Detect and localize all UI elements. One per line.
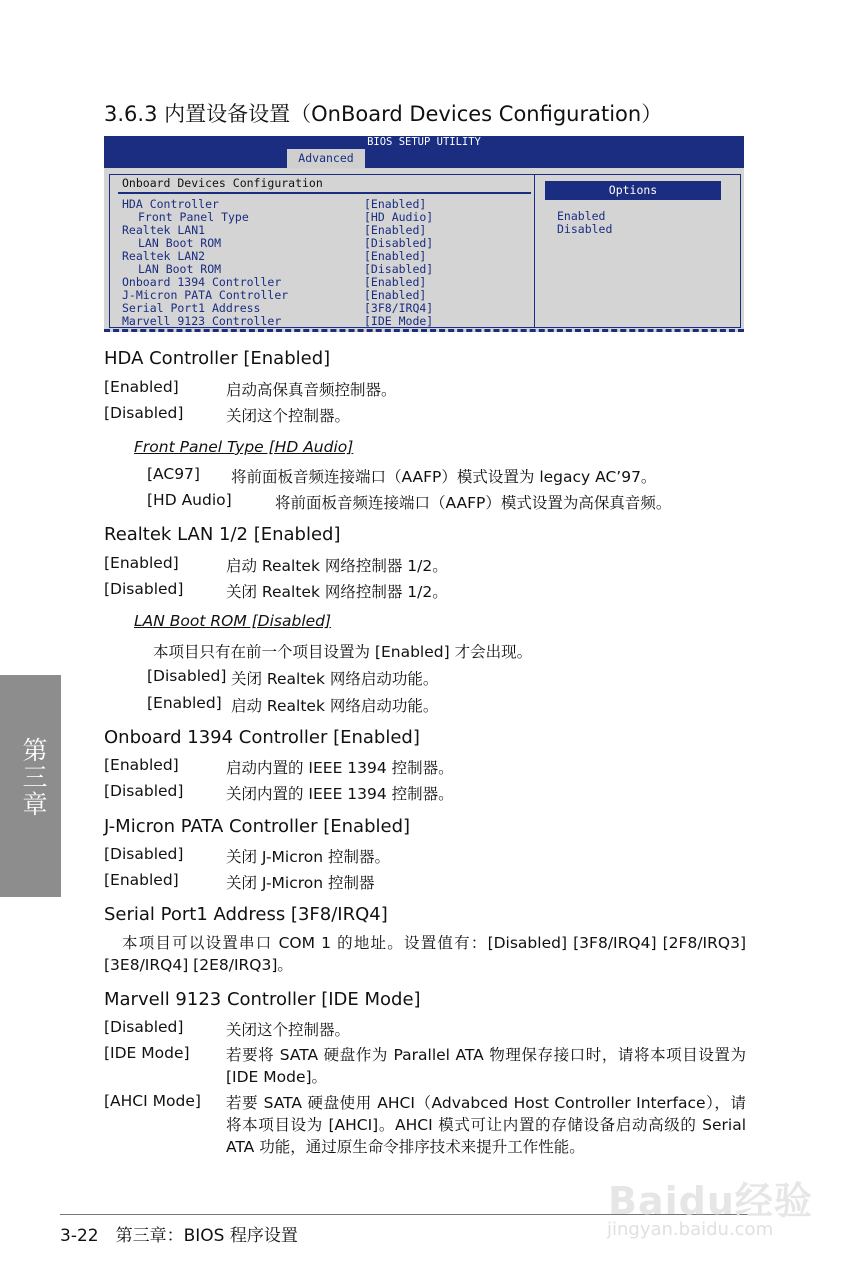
row-key: [Disabled] (104, 845, 184, 863)
bios-item[interactable] (110, 197, 534, 210)
jmicron-row (104, 845, 744, 865)
row-desc: 启动 Realtek 网络启动功能。 (231, 697, 439, 715)
bios-item-value: [Enabled] (364, 275, 427, 289)
bios-tab-advanced: Advanced (287, 149, 365, 168)
row-desc: 关闭 Realtek 网络控制器 1/2。 (226, 583, 448, 601)
bios-item[interactable] (110, 288, 534, 301)
bios-item-name: Realtek LAN2 (122, 249, 206, 263)
lan-title: Realtek LAN 1/2 [Enabled] (104, 524, 341, 545)
lan-row (104, 580, 744, 600)
row-key: [Disabled] (104, 580, 184, 598)
row-key: [Disabled] (104, 782, 184, 800)
bios-item-value: [Enabled] (364, 249, 427, 263)
bios-item-name: Realtek LAN1 (122, 223, 206, 237)
bios-heading: Onboard Devices Configuration (122, 176, 323, 190)
row-key: [AC97] (147, 465, 200, 483)
bios-item-name: Onboard 1394 Controller (122, 275, 282, 289)
bios-bottom-dashes (104, 329, 744, 332)
lan-boot-rom-title: LAN Boot ROM [Disabled] (134, 612, 332, 630)
row-desc: 若要 SATA 硬盘使用 AHCI（Advabced Host Controller Interface），请将本项目设为 [AHCI]。AHCI 模式可让内置的存储设备启动高级的 Serial ATA 功能，通过原生命令排序技术来提升工作性能。 (226, 1094, 746, 1156)
front-panel-title: Front Panel Type [HD Audio] (134, 438, 354, 456)
bios-item-value: [IDE Mode] (364, 314, 434, 328)
row-key: [Enabled] (147, 694, 222, 712)
row-desc: 关闭内置的 IEEE 1394 控制器。 (226, 785, 454, 803)
row-key: [Disabled] (104, 404, 184, 422)
serial-description: 本项目可以设置串口 COM 1 的地址。设置值有：[Disabled] [3F8/IRQ4] [2F8/IRQ3] [3E8/IRQ4] [2E8/IRQ3]。 (104, 934, 746, 974)
row-desc: 关闭 J-Micron 控制器 (226, 874, 375, 892)
bios-item[interactable] (110, 262, 534, 275)
chapter-side-tab (0, 675, 61, 897)
hda-title: HDA Controller [Enabled] (104, 348, 331, 369)
ieee1394-row (104, 782, 744, 802)
lan-row (104, 554, 744, 574)
bios-item-name: Marvell 9123 Controller (122, 314, 282, 328)
bios-item[interactable] (110, 210, 534, 223)
row-desc: 关闭这个控制器。 (226, 407, 351, 425)
bios-item-value: [Enabled] (364, 288, 427, 302)
lan-boot-rom-row (147, 694, 747, 714)
bios-divider (118, 192, 531, 194)
ieee1394-title: Onboard 1394 Controller [Enabled] (104, 727, 420, 748)
lan-boot-rom-note: 本项目只有在前一个项目设置为 [Enabled] 才会出现。 (153, 643, 533, 661)
bios-options-panel (534, 174, 741, 328)
row-desc: 启动内置的 IEEE 1394 控制器。 (226, 759, 454, 777)
row-key: [AHCI Mode] (104, 1092, 201, 1110)
bios-item-name: LAN Boot ROM (138, 262, 222, 276)
row-key: [Enabled] (104, 554, 179, 572)
bios-settings-panel (109, 174, 535, 328)
hda-row (104, 404, 744, 424)
bios-item-value: [Enabled] (364, 197, 427, 211)
bios-item[interactable] (110, 275, 534, 288)
bios-screenshot (104, 136, 744, 332)
bios-item-name: Serial Port1 Address (122, 301, 261, 315)
ieee1394-row (104, 756, 744, 776)
row-key: [HD Audio] (147, 491, 232, 509)
bios-item-name: Front Panel Type (138, 210, 249, 224)
row-key: [Enabled] (104, 378, 179, 396)
chapter-side-tab-label: 第三章 (19, 737, 48, 818)
bios-option: Disabled (557, 222, 613, 236)
marvell-row (104, 1092, 746, 1182)
baidu-watermark-url: jingyan.baidu.com (607, 1219, 774, 1240)
marvell-row (104, 1018, 744, 1038)
row-desc: 关闭 Realtek 网络启动功能。 (231, 670, 439, 688)
bios-item[interactable] (110, 223, 534, 236)
bios-item[interactable] (110, 236, 534, 249)
bios-option: Enabled (557, 209, 606, 223)
bios-item-value: [Disabled] (364, 236, 434, 250)
row-desc: 关闭 J-Micron 控制器。 (226, 848, 391, 866)
front-panel-row (147, 465, 747, 485)
bios-item[interactable] (110, 301, 534, 314)
bios-item-name: J-Micron PATA Controller (122, 288, 289, 302)
row-key: [Enabled] (104, 871, 179, 889)
front-panel-row (147, 491, 747, 511)
bios-item-name: LAN Boot ROM (138, 236, 222, 250)
row-desc: 启动高保真音频控制器。 (226, 381, 397, 399)
row-key: [Enabled] (104, 756, 179, 774)
bios-item-value: [Enabled] (364, 223, 427, 237)
marvell-title: Marvell 9123 Controller [IDE Mode] (104, 989, 421, 1010)
bios-item-value: [Disabled] (364, 262, 434, 276)
bios-title: BIOS SETUP UTILITY (367, 136, 481, 148)
bios-item[interactable] (110, 249, 534, 262)
row-key: [Disabled] (104, 1018, 184, 1036)
row-desc: 启动 Realtek 网络控制器 1/2。 (226, 557, 448, 575)
row-desc: 将前面板音频连接端口（AAFP）模式设置为高保真音频。 (275, 494, 672, 512)
jmicron-row (104, 871, 744, 891)
hda-row (104, 378, 744, 398)
bios-item-value: [HD Audio] (364, 210, 434, 224)
footer-page-label: 3-22 第三章：BIOS 程序设置 (60, 1226, 298, 1246)
section-title: 3.6.3 内置设备设置（OnBoard Devices Configuration） (104, 102, 663, 126)
bios-item-value: [3F8/IRQ4] (364, 301, 434, 315)
bios-title-bar (104, 136, 744, 168)
marvell-row (104, 1044, 746, 1090)
row-desc: 将前面板音频连接端口（AAFP）模式设置为 legacy AC’97。 (231, 468, 657, 486)
bios-options-title: Options (545, 181, 721, 200)
baidu-watermark-logo: Baidu经验 (608, 1179, 813, 1223)
bios-item[interactable] (110, 314, 534, 327)
row-key: [Disabled] (147, 667, 227, 685)
bios-item-name: HDA Controller (122, 197, 219, 211)
lan-boot-rom-row (147, 667, 747, 687)
row-desc: 关闭这个控制器。 (226, 1021, 351, 1039)
row-desc: 若要将 SATA 硬盘作为 Parallel ATA 物理保存接口时，请将本项目设置为 [IDE Mode]。 (226, 1046, 746, 1086)
serial-title: Serial Port1 Address [3F8/IRQ4] (104, 904, 388, 925)
jmicron-title: J-Micron PATA Controller [Enabled] (104, 816, 411, 837)
row-key: [IDE Mode] (104, 1044, 190, 1062)
